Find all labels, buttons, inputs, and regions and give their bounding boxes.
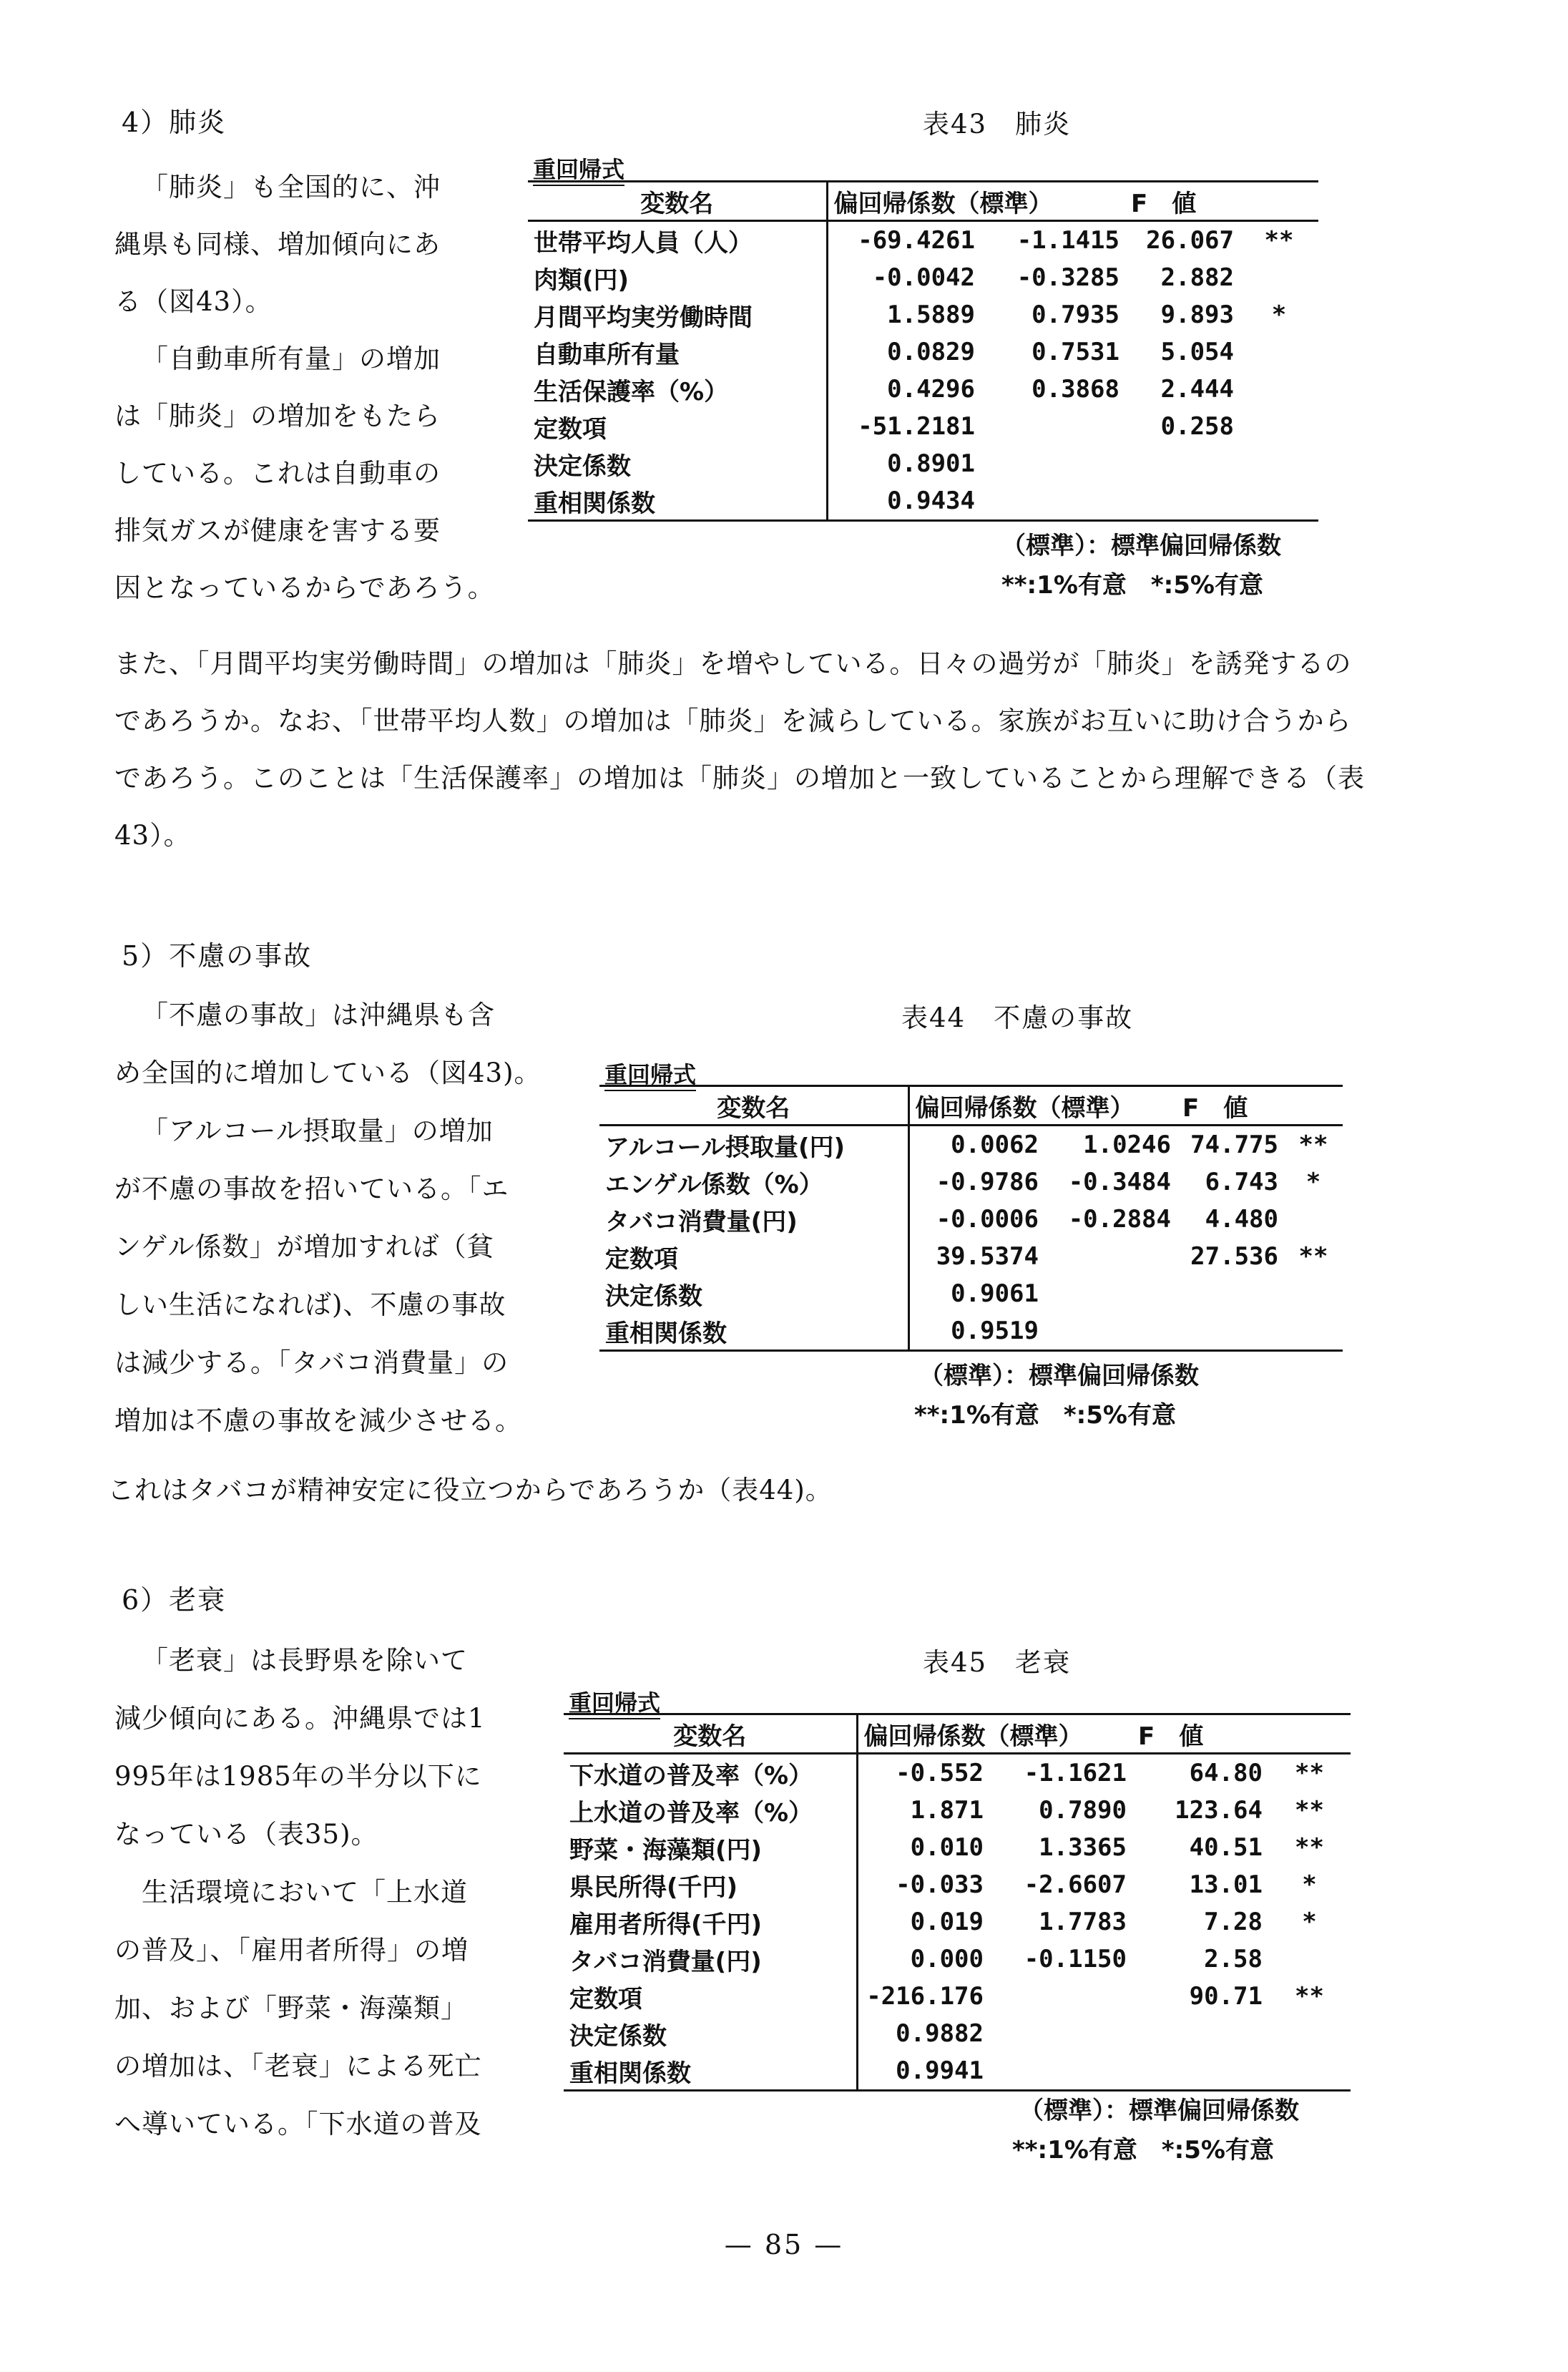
cell-significance [1268, 2052, 1351, 2091]
cell-coefficient: -216.176 [866, 1982, 984, 2011]
regression-table-43 [528, 180, 1318, 522]
cell-f-value: 74.775 [1190, 1131, 1278, 1159]
table-row [564, 1866, 1351, 1903]
text-line: これはタバコが精神安定に役立つからであろうか（表44)。 [107, 1475, 833, 1505]
text-line: なっている（表35)。 [114, 1819, 378, 1850]
cell-f-value: 64.80 [1189, 1759, 1263, 1787]
cell-coefficient: 0.9941 [857, 2052, 989, 2091]
cell-variable: 生活保護率（%） [528, 371, 827, 408]
text-line: 43）。 [114, 820, 191, 851]
cell-variable: 自動車所有量 [528, 333, 827, 371]
cell-significance [1240, 333, 1318, 371]
section-text-pneumonia-full [114, 635, 1474, 864]
cell-standardized: -0.2884 [1068, 1205, 1171, 1234]
text-line: 「アルコール摂取量」の増加 [142, 1116, 494, 1146]
section-heading-pneumonia: 4）肺炎 [122, 107, 227, 138]
cell-f-value [1125, 445, 1240, 482]
cell-significance [1268, 2015, 1351, 2052]
text-line: の増加は、「老衰」による死亡 [114, 2051, 482, 2081]
section-text-senility [114, 1631, 515, 2153]
cell-f-value [1125, 482, 1240, 521]
cell-significance [1240, 482, 1318, 521]
header-variable-name: 変数名 [564, 1714, 857, 1754]
cell-variable: 野菜・海藻類(円) [564, 1829, 857, 1866]
cell-f-value [1177, 1312, 1284, 1351]
section-heading-accident: 5）不慮の事故 [122, 940, 313, 972]
table-row [528, 259, 1318, 296]
cell-standardized: -2.6607 [1024, 1870, 1127, 1899]
cell-standardized [981, 408, 1125, 445]
cell-coefficient: -0.9786 [936, 1168, 1039, 1196]
table-row [599, 1312, 1343, 1351]
text-line: の普及」、「雇用者所得」の増 [114, 1935, 469, 1966]
cell-standardized [989, 2015, 1132, 2052]
cell-significance [1240, 445, 1318, 482]
cell-f-value: 7.28 [1204, 1908, 1263, 1936]
text-line: しい生活になれば)、不慮の事故 [114, 1289, 506, 1320]
cell-significance [1284, 1201, 1343, 1238]
text-line: る（図43）。 [114, 286, 273, 317]
header-partial-coefficient: 偏回帰係数（標準） [908, 1086, 1177, 1126]
cell-variable: 重相関係数 [564, 2052, 857, 2091]
cell-significance [1240, 408, 1318, 445]
cell-significance: ** [1298, 1242, 1328, 1271]
cell-significance: * [1271, 301, 1287, 329]
section-text-accident-full [107, 1462, 1466, 1519]
cell-f-value: 90.71 [1189, 1982, 1263, 2011]
text-line: 995年は1985年の半分以下に [114, 1761, 482, 1792]
cell-f-value: 0.258 [1160, 412, 1234, 441]
cell-f-value: 2.58 [1204, 1945, 1263, 1973]
cell-f-value: 2.882 [1160, 263, 1234, 292]
text-line: め全国的に増加している（図43)。 [114, 1058, 542, 1088]
cell-significance: ** [1295, 1833, 1324, 1862]
cell-coefficient: -0.0006 [936, 1205, 1039, 1234]
table-row [564, 1829, 1351, 1866]
table-header-row [528, 182, 1318, 221]
cell-coefficient: -69.4261 [858, 226, 975, 255]
text-line: 加、および「野菜・海藻類」 [114, 1993, 468, 2024]
cell-variable: 雇用者所得(千円) [564, 1903, 857, 1941]
formula-label-43: 重回帰式 [533, 152, 624, 186]
header-partial-coefficient: 偏回帰係数（標準） [827, 182, 1125, 221]
table-row [528, 482, 1318, 521]
text-line: であろうか。なお、「世帯平均人数」の増加は「肺炎」を減らしている。家族がお互いに助け合うから [114, 706, 1352, 736]
cell-standardized [989, 1978, 1132, 2015]
table-note-significance-43: **:1%有意 *:5%有意 [1001, 571, 1263, 600]
cell-standardized: 1.0246 [1083, 1131, 1171, 1159]
text-line: 「自動車所有量」の増加 [142, 343, 441, 374]
section-text-accident [114, 986, 558, 1450]
cell-standardized: 1.3365 [1039, 1833, 1127, 1862]
cell-f-value [1132, 2052, 1268, 2091]
table-row [564, 1903, 1351, 1941]
regression-table-grid [564, 1713, 1351, 2092]
regression-table-44 [599, 1085, 1343, 1352]
table-row [528, 371, 1318, 408]
cell-significance [1284, 1312, 1343, 1351]
cell-variable: アルコール摂取量(円) [599, 1126, 908, 1164]
cell-significance [1240, 259, 1318, 296]
table-row [564, 1754, 1351, 1792]
cell-f-value: 123.64 [1175, 1796, 1263, 1825]
cell-coefficient: 0.9519 [908, 1312, 1044, 1351]
cell-significance: ** [1298, 1131, 1328, 1159]
text-line: ンゲル係数」が増加すれば（貧 [114, 1231, 494, 1262]
cell-variable: 定数項 [528, 408, 827, 445]
cell-coefficient: 0.0829 [887, 338, 975, 366]
cell-standardized: 1.7783 [1039, 1908, 1127, 1936]
table-row [528, 445, 1318, 482]
cell-coefficient: 0.0062 [951, 1131, 1039, 1159]
cell-significance: ** [1295, 1759, 1324, 1787]
header-f-value: F 値 [1125, 182, 1318, 221]
cell-standardized [1044, 1238, 1177, 1275]
cell-coefficient: 0.019 [910, 1908, 984, 1936]
cell-f-value: 6.743 [1205, 1168, 1278, 1196]
cell-f-value [1177, 1275, 1284, 1312]
cell-significance: * [1305, 1168, 1321, 1196]
text-line: 生活環境において「上水道 [142, 1877, 468, 1908]
cell-variable: 月間平均実労働時間 [528, 296, 827, 333]
cell-coefficient: -0.0042 [872, 263, 975, 292]
table-caption-43: 表43 肺炎 [923, 109, 1072, 140]
cell-standardized: -0.3484 [1068, 1168, 1171, 1196]
table-row [564, 1978, 1351, 2015]
table-header-row [599, 1086, 1343, 1126]
section-heading-senility: 6）老衰 [122, 1584, 227, 1616]
cell-standardized [1044, 1275, 1177, 1312]
text-line: は減少する。「タバコ消費量」の [114, 1347, 509, 1378]
cell-variable: 下水道の普及率（%） [564, 1754, 857, 1792]
page-number: — 85 — [724, 2229, 844, 2260]
table-row [599, 1275, 1343, 1312]
cell-significance [1240, 371, 1318, 408]
cell-variable: 決定係数 [528, 445, 827, 482]
text-line: 排気ガスが健康を害する要 [114, 515, 441, 546]
text-line: 縄県も同様、増加傾向にあ [114, 229, 441, 260]
cell-coefficient: 0.9882 [896, 2019, 984, 2048]
text-line: また、「月間平均実労働時間」の増加は「肺炎」を増やしている。日々の過労が「肺炎」を誘発するの [114, 648, 1352, 679]
cell-f-value: 2.444 [1160, 375, 1234, 404]
cell-variable: 定数項 [599, 1238, 908, 1275]
cell-f-value: 9.893 [1160, 301, 1234, 329]
cell-standardized: -0.1150 [1024, 1945, 1127, 1973]
text-line: 「肺炎」も全国的に、沖 [142, 172, 441, 202]
table-note-significance-44: **:1%有意 *:5%有意 [914, 1401, 1176, 1430]
cell-coefficient: 0.010 [910, 1833, 984, 1862]
header-variable-name: 変数名 [599, 1086, 908, 1126]
text-line: へ導いている。「下水道の普及 [114, 2109, 482, 2139]
text-line: 因となっているからであろう。 [114, 572, 495, 603]
cell-variable: 決定係数 [564, 2015, 857, 2052]
table-row [599, 1201, 1343, 1238]
cell-standardized: 0.7935 [1032, 301, 1119, 329]
header-f-value: F 値 [1177, 1086, 1343, 1126]
text-line: 「不慮の事故」は沖縄県も含 [142, 1000, 495, 1030]
cell-variable: 世帯平均人員（人） [528, 221, 827, 260]
cell-significance: ** [1295, 1982, 1324, 2011]
table-row [528, 296, 1318, 333]
cell-variable: エンゲル係数（%） [599, 1163, 908, 1201]
table-row [564, 1792, 1351, 1829]
table-note-standard-43: （標準）：標準偏回帰係数 [1001, 532, 1281, 560]
text-line: 減少傾向にある。沖縄県では1 [114, 1703, 486, 1734]
header-f-value: F 値 [1132, 1714, 1351, 1754]
regression-table-grid [528, 180, 1318, 522]
cell-coefficient: 0.9061 [951, 1279, 1039, 1308]
cell-standardized [981, 482, 1125, 521]
cell-coefficient: 0.4296 [887, 375, 975, 404]
cell-significance: ** [1264, 226, 1294, 255]
cell-variable: タバコ消費量(円) [564, 1941, 857, 1978]
table-row [528, 408, 1318, 445]
cell-variable: 重相関係数 [528, 482, 827, 521]
table-row [528, 221, 1318, 260]
table-caption-44: 表44 不慮の事故 [901, 1002, 1134, 1033]
cell-variable: 定数項 [564, 1978, 857, 2015]
cell-coefficient: 1.5889 [887, 301, 975, 329]
table-row [564, 2052, 1351, 2091]
cell-coefficient: -51.2181 [858, 412, 975, 441]
regression-table-grid [599, 1085, 1343, 1352]
text-line: 「老衰」は長野県を除いて [142, 1645, 468, 1676]
cell-standardized [1044, 1312, 1177, 1351]
cell-standardized: -0.3285 [1016, 263, 1119, 292]
text-line: は「肺炎」の増加をもたら [114, 401, 441, 431]
table-row [599, 1163, 1343, 1201]
cell-coefficient: 1.871 [910, 1796, 984, 1825]
cell-standardized: 0.7890 [1039, 1796, 1127, 1825]
cell-standardized: -1.1621 [1024, 1759, 1127, 1787]
cell-coefficient: 0.000 [910, 1945, 984, 1973]
cell-standardized: 0.3868 [1032, 375, 1119, 404]
cell-variable: 肉類(円) [528, 259, 827, 296]
cell-f-value: 40.51 [1189, 1833, 1263, 1862]
table-header-row [564, 1714, 1351, 1754]
cell-significance: * [1302, 1870, 1317, 1899]
cell-variable: 上水道の普及率（%） [564, 1792, 857, 1829]
table-row [528, 333, 1318, 371]
table-row [564, 1941, 1351, 1978]
header-partial-coefficient: 偏回帰係数（標準） [857, 1714, 1132, 1754]
table-note-standard-44: （標準）：標準偏回帰係数 [919, 1362, 1199, 1390]
table-note-significance-45: **:1%有意 *:5%有意 [1012, 2136, 1274, 2164]
formula-label-44: 重回帰式 [604, 1057, 696, 1091]
text-line: 増加は不慮の事故を減少させる。 [114, 1405, 522, 1436]
table-row [599, 1238, 1343, 1275]
formula-label-45: 重回帰式 [569, 1685, 660, 1719]
text-line: であろう。このことは「生活保護率」の増加は「肺炎」の増加と一致していることから理解できる（表 [114, 763, 1365, 794]
cell-f-value: 26.067 [1146, 226, 1234, 255]
cell-variable: 県民所得(千円) [564, 1866, 857, 1903]
cell-standardized: 0.7531 [1032, 338, 1119, 366]
cell-standardized: -1.1415 [1016, 226, 1119, 255]
cell-variable: 重相関係数 [599, 1312, 908, 1351]
cell-coefficient: -0.552 [896, 1759, 984, 1787]
cell-coefficient: 0.8901 [887, 449, 975, 478]
table-note-standard-45: （標準）：標準偏回帰係数 [1019, 2097, 1299, 2125]
cell-f-value: 13.01 [1189, 1870, 1263, 1899]
table-row [599, 1126, 1343, 1164]
regression-table-45 [564, 1713, 1351, 2092]
header-variable-name: 変数名 [528, 182, 827, 221]
cell-standardized [981, 445, 1125, 482]
section-text-pneumonia [114, 159, 515, 617]
cell-f-value: 5.054 [1160, 338, 1234, 366]
cell-f-value: 4.480 [1205, 1205, 1278, 1234]
cell-variable: 決定係数 [599, 1275, 908, 1312]
cell-variable: タバコ消費量(円) [599, 1201, 908, 1238]
cell-coefficient: 39.5374 [936, 1242, 1039, 1271]
cell-coefficient: 0.9434 [827, 482, 981, 521]
cell-f-value [1132, 2015, 1268, 2052]
cell-significance [1284, 1275, 1343, 1312]
cell-coefficient: -0.033 [896, 1870, 984, 1899]
cell-standardized [989, 2052, 1132, 2091]
table-row [564, 2015, 1351, 2052]
table-caption-45: 表45 老衰 [923, 1647, 1072, 1678]
text-line: している。これは自動車の [114, 458, 441, 489]
cell-significance: * [1302, 1908, 1317, 1936]
cell-significance: ** [1295, 1796, 1324, 1825]
text-line: が不慮の事故を招いている。「エ [114, 1173, 509, 1204]
cell-significance [1268, 1941, 1351, 1978]
cell-f-value: 27.536 [1190, 1242, 1278, 1271]
